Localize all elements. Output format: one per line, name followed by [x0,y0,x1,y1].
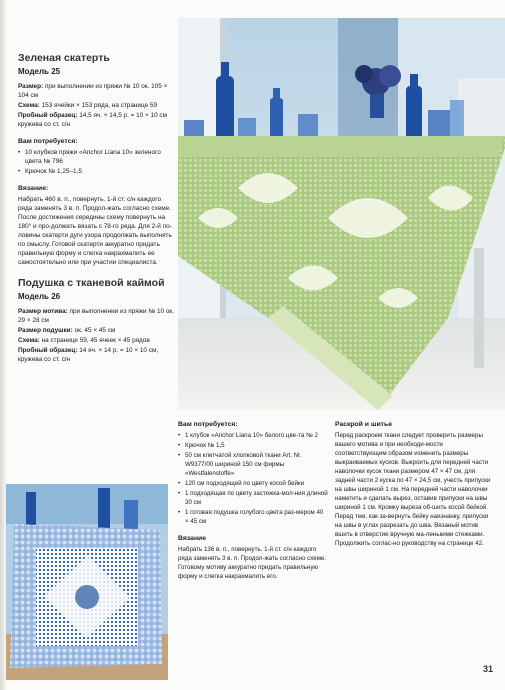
tablecloth-title: Зеленая скатерть [18,52,110,64]
list-item: • Крючок № 1,5 [178,441,328,450]
pillow-materials-column [178,420,328,581]
tablecloth-sample [18,111,176,129]
pillow-cutting-text: Перед раскроем ткани следует проверить размеры вашего мотива и при необходи-мости соответствующим образом изменить размеры выкраиваемых кусков. Выкроить для передней части наволочки кусок ткани размером 47 × 47 см, для задней части 2 куска по 47 × 24,5 см, учесть припуски на швы шириной 1 см. На передней части наволочки наметить и сделать вырез, оставив припуски на швы шириной 1 см. Кромку выреза об-шить косой бейкой. Перед тем, как за-вернуть бейку наизнанку, припуски на швы в углах разрезать до шва. Вязаный мотив вшить в отверстие вручную ма-ленькими стежками. Продолжить соглас-но руководству на странице 42. [335,432,491,547]
size-text: при выполнении из пряжи № 10 ок. 105 × 104 см [18,83,168,99]
list-item: • 10 клубков пряжи «Anchor Liana 10» зеленого цвета № 796 [18,148,176,166]
sample-label: Пробный образец: [18,112,78,119]
pillow-scheme [18,336,176,345]
list-item: • 50 см клетчатой хлопковой ткани Art. Nr. W9377/00 шириной 150 см фирмы «Westfalenstoffe» [178,451,328,478]
pillow-materials-list [178,431,328,526]
page-number: 31 [482,664,493,674]
tablecloth-materials-list [18,148,176,176]
scheme-label: Схема: [18,337,40,344]
tablecloth-size [18,82,176,100]
sample-text: 14,5 яч. × 14,5 р. = 10 × 10 см кружева со ст. с/н [18,112,168,128]
list-item: • Крючок № 1,25–1,5 [18,167,176,176]
scheme-text: 153 ячейки × 153 ряда, на странице 59 [41,102,158,109]
size-label: Размер: [18,83,44,90]
list-item: • 120 см подходящей по цвету косой бейки [178,479,328,488]
pillow-cutting-heading: Раскрой и шитье [335,421,392,428]
pillow-sewing-column [335,420,493,548]
pillow-materials-heading: Вам потребуется: [178,421,238,428]
motif-label: Размер мотива: [18,308,68,315]
list-item: • 1 готовая подушка голубого цвета раз-мером 40 × 45 см [178,508,328,526]
pillow-title: Подушка с тканевой каймой [18,277,165,289]
pillow-motif-size [18,307,176,325]
pillow-sample [18,346,176,364]
pillow-size-label: Размер подушки: [18,327,73,334]
sample-label: Пробный образец: [18,347,78,354]
pillow-model: Модель 26 [18,292,61,301]
tablecloth-materials-heading: Вам потребуется: [18,138,78,145]
pillow-size [18,326,176,335]
pillow-size-text: ок. 45 × 45 см [74,327,116,334]
motif-text: при выполнении из пряжи № 10 ок. 29 × 28 см [18,308,174,324]
tablecloth-photo [178,18,505,410]
tablecloth-photo-image [178,18,505,410]
pillow-knitting-heading: Вязание [178,535,207,542]
left-text-column [18,52,176,365]
tablecloth-knitting-text: Набрать 460 в. п., повернуть. 1-й ст. с/н каждого ряда заменять 3 в. п. Продол-жать согласно схеме. После достижения середины схему повернуть на 180° и про-должать вязать с 78-го ряда. Для 2-й по-ловины скатерти дуги узора продолжать выполнять по смыслу. Готовой скатерти аккуратно придать правильную форму и слегка накрахмалить ее самостоятельно или при участии специалиста. [18,196,172,266]
scheme-label: Схема: [18,102,40,109]
pillow-photo [6,484,168,680]
scheme-text: на странице 59, 45 ячеек × 45 рядов [41,337,150,344]
pillow-photo-image [6,484,168,680]
list-item: • 1 подходящая по цвету застежка-мол-ния длиной 30 см [178,489,328,507]
sample-text: 14 яч. × 14 р. = 10 × 10 см, кружева со ст. с/н [18,347,159,363]
tablecloth-model: Модель 25 [18,67,61,76]
tablecloth-scheme [18,101,176,110]
list-item: • 1 клубок «Anchor Liana 10» белого цве-та № 2 [178,431,328,440]
tablecloth-knitting-heading: Вязание: [18,185,49,192]
pillow-knitting-text: Набрать 136 в. п., повернуть. 1-й ст. с/н каждого ряда заменять 3 в. п. Продол-жать согласно схеме. Готовому мотиву аккуратно придать правильную форму и слегка накрахмалить его. [178,546,327,580]
